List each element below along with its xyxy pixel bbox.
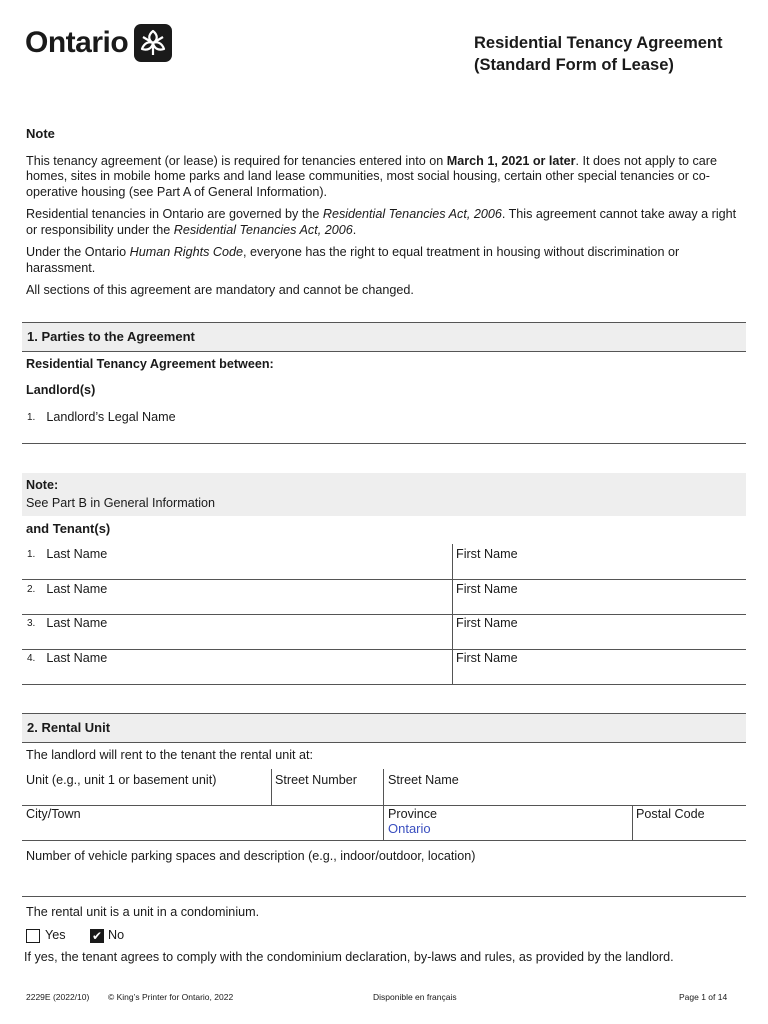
title-line-2: (Standard Form of Lease) xyxy=(474,56,674,74)
landlord-name-label: Landlord’s Legal Name xyxy=(46,410,176,424)
tenant-3-first-name-label: First Name xyxy=(456,616,518,630)
province-label: Province xyxy=(388,807,437,821)
unit-label: Unit (e.g., unit 1 or basement unit) xyxy=(26,773,217,787)
page-number: Page 1 of 14 xyxy=(679,992,728,1002)
note-p1-text-b: . It does not apply to care homes, sites in mobile home parks and land lease communities, most social housing, certain other special tenancies or co-operative housing (see Part A of General Information). xyxy=(26,153,717,199)
postal-code-field[interactable] xyxy=(636,807,705,822)
tenant-row-divider xyxy=(22,649,746,650)
condo-compliance-note: If yes, the tenant agrees to comply with the condominium declaration, by-laws and rules, as provided by the landlord. xyxy=(24,950,674,964)
note-p2-act-2: Residential Tenancies Act, 2006 xyxy=(173,222,353,237)
rental-unit-intro: The landlord will rent to the tenant the rental unit at: xyxy=(26,748,314,762)
tenant-row-divider xyxy=(22,614,746,615)
province-field[interactable] xyxy=(388,807,437,822)
trillium-icon xyxy=(134,24,172,62)
note-p1-date: March 1, 2021 or later xyxy=(446,153,576,168)
copyright: © King’s Printer for Ontario, 2022 xyxy=(108,992,234,1002)
postal-divider xyxy=(632,805,633,840)
tenant-4-last-name-label: Last Name xyxy=(46,651,108,665)
province-value: Ontario xyxy=(388,821,431,836)
note-p2-act: Residential Tenancies Act, 2006 xyxy=(322,207,502,221)
logo-wordmark: Ontario xyxy=(25,26,129,59)
ontario-logo xyxy=(25,24,172,62)
note-p3-code: Human Rights Code xyxy=(129,245,244,259)
title-line-1: Residential Tenancy Agreement xyxy=(474,34,723,52)
parking-field[interactable] xyxy=(26,849,475,864)
note-p1-text-a: This tenancy agreement (or lease) is required for tenancies entered into on xyxy=(26,153,447,168)
tenant-3-number: 3. xyxy=(27,618,36,629)
condo-yes-checkbox[interactable] xyxy=(26,929,40,943)
tenant-2-last-name-field[interactable] xyxy=(27,582,107,598)
city-label: City/Town xyxy=(26,807,81,821)
tenant-4-number: 4. xyxy=(27,653,36,664)
parking-label: Number of vehicle parking spaces and description (e.g., indoor/outdoor, location) xyxy=(26,849,476,863)
city-row-divider xyxy=(22,840,746,841)
tenant-1-last-name-label: Last Name xyxy=(46,547,108,561)
note-p3-text-a: Under the Ontario xyxy=(26,245,130,259)
tenant-1-number: 1. xyxy=(27,549,36,560)
tenant-2-number: 2. xyxy=(27,584,36,595)
tenant-note-heading: Note: xyxy=(26,478,59,492)
tenant-note-text: See Part B in General Information xyxy=(26,496,216,510)
tenant-1-first-name-field[interactable] xyxy=(456,547,518,562)
note-p2-text-a: Residential tenancies in Ontario are governed by the xyxy=(26,207,323,221)
condo-no-checkbox[interactable] xyxy=(90,929,104,943)
note-p3-text-b: , everyone has the right to equal treatment in housing without discrimination or harassment. xyxy=(26,245,680,275)
tenant-3-last-name-field[interactable] xyxy=(27,616,107,632)
street-name-field[interactable] xyxy=(388,773,459,788)
landlord-name-field[interactable] xyxy=(27,410,176,426)
tenant-2-first-name-label: First Name xyxy=(456,582,518,596)
tenant-3-last-name-label: Last Name xyxy=(46,616,108,630)
note-p2-text-c: . xyxy=(352,222,357,237)
landlord-number: 1. xyxy=(27,412,36,423)
note-p2-text-b: . This agreement cannot take away a right or responsibility under the xyxy=(26,207,737,237)
tenants-heading: and Tenant(s) xyxy=(26,521,111,536)
tenant-row-divider xyxy=(22,579,746,580)
condo-yes-label: Yes xyxy=(45,928,66,942)
tenant-column-divider xyxy=(452,544,453,685)
note-paragraph-2 xyxy=(26,207,748,238)
landlord-field-underline xyxy=(22,443,746,444)
address-row-divider xyxy=(22,805,746,806)
tenant-2-last-name-label: Last Name xyxy=(46,582,108,596)
french-version-note: Disponible en français xyxy=(373,992,457,1002)
tenant-4-first-name-field[interactable] xyxy=(456,651,518,666)
section-2-header: 2. Rental Unit xyxy=(22,713,746,743)
note-paragraph-3 xyxy=(26,245,748,276)
tenant-4-first-name-label: First Name xyxy=(456,651,518,665)
form-number: 2229E (2022/10) xyxy=(26,992,90,1002)
unit-divider xyxy=(271,769,272,805)
street-name-label: Street Name xyxy=(388,773,459,787)
note-paragraph-4: All sections of this agreement are mandatory and cannot be changed. xyxy=(26,283,414,297)
document-title xyxy=(474,32,723,76)
tenant-1-first-name-label: First Name xyxy=(456,547,518,561)
street-number-label: Street Number xyxy=(275,773,357,787)
tenant-note-box xyxy=(22,473,746,516)
check-mark-icon: ✔ xyxy=(91,929,103,943)
tenant-4-last-name-field[interactable] xyxy=(27,651,107,667)
landlords-heading: Landlord(s) xyxy=(26,383,96,397)
street-number-field[interactable] xyxy=(275,773,357,788)
tenant-1-last-name-field[interactable] xyxy=(27,547,107,563)
condo-question: The rental unit is a unit in a condominium. xyxy=(26,905,260,919)
section-1-header: 1. Parties to the Agreement xyxy=(22,322,746,352)
city-field[interactable] xyxy=(26,807,81,822)
tenant-3-first-name-field[interactable] xyxy=(456,616,518,631)
note-block xyxy=(26,126,748,306)
condo-no-label: No xyxy=(108,928,125,942)
note-heading: Note xyxy=(26,126,55,141)
note-paragraph-1 xyxy=(26,154,748,201)
agreement-between-label: Residential Tenancy Agreement between: xyxy=(26,357,274,371)
tenant-table-bottom xyxy=(22,684,746,685)
parking-underline xyxy=(22,896,746,897)
unit-field[interactable] xyxy=(26,773,216,788)
postal-code-label: Postal Code xyxy=(636,807,705,821)
tenant-2-first-name-field[interactable] xyxy=(456,582,518,597)
